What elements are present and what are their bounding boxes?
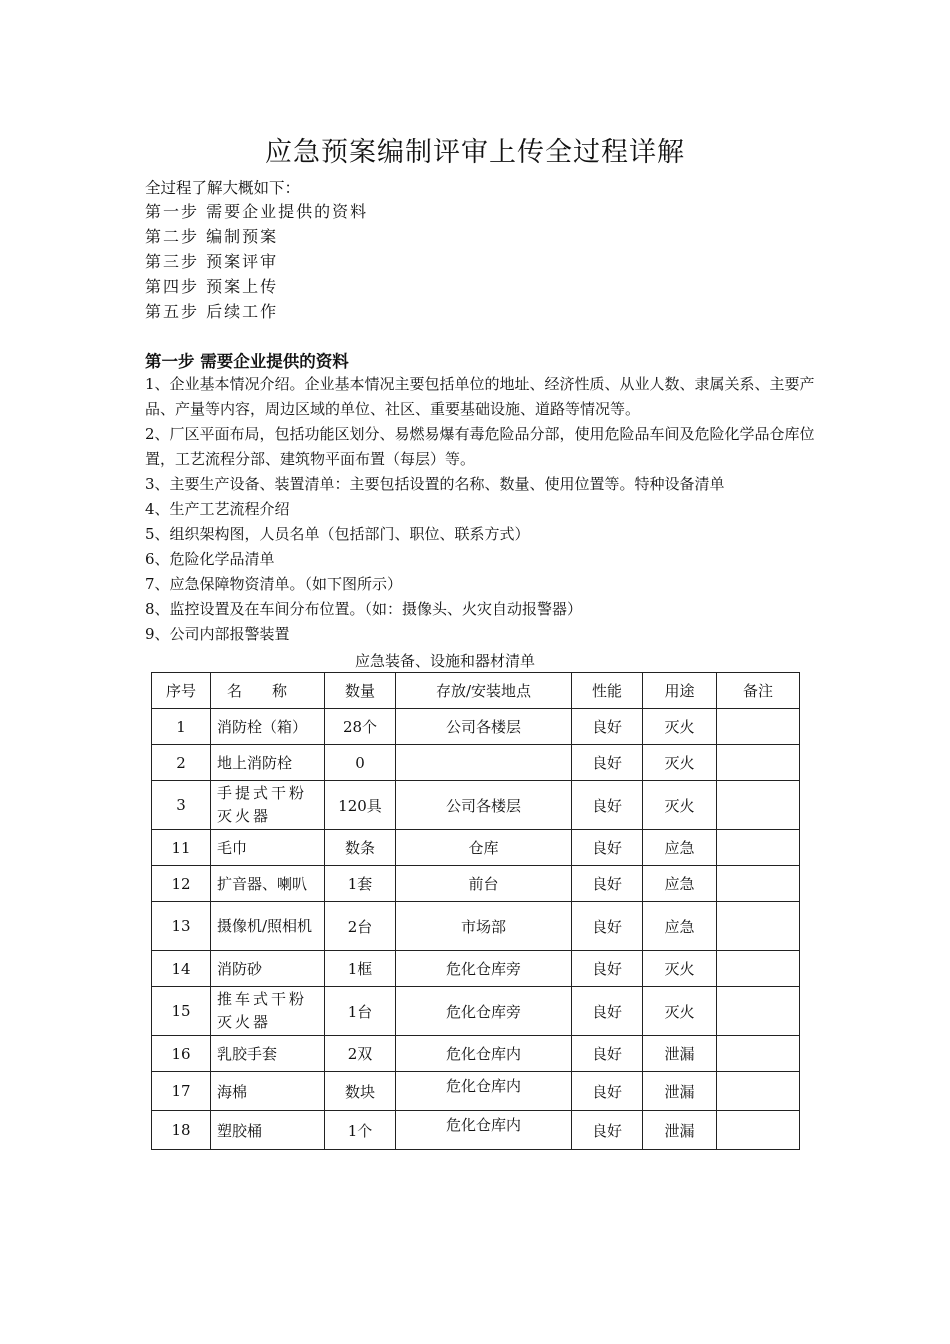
cell: 良好 xyxy=(572,830,643,866)
cell xyxy=(717,1072,800,1111)
cell: 应急 xyxy=(643,830,717,866)
cell: 良好 xyxy=(572,781,643,830)
cell xyxy=(717,902,800,951)
cell: 良好 xyxy=(572,1036,643,1072)
cell: 数条 xyxy=(325,830,396,866)
cell: 11 xyxy=(152,830,211,866)
cell: 良好 xyxy=(572,866,643,902)
cell: 1个 xyxy=(325,1111,396,1150)
step-item: 第四步 预案上传 xyxy=(145,277,279,296)
cell xyxy=(717,1036,800,1072)
requirement-item: 5、组织架构图，人员名单（包括部门、职位、联系方式） xyxy=(145,525,530,543)
cell: 应急 xyxy=(643,902,717,951)
header-cell: 备注 xyxy=(717,673,800,709)
header-cell: 性能 xyxy=(572,673,643,709)
table-row xyxy=(152,902,800,951)
cell: 16 xyxy=(152,1036,211,1072)
cell: 良好 xyxy=(572,1072,643,1111)
cell: 18 xyxy=(152,1111,211,1150)
cell: 灭火 xyxy=(643,781,717,830)
requirement-item: 1、企业基本情况介绍。企业基本情况主要包括单位的地址、经济性质、从业人数、隶属关系、主要产品、产量等内容，周边区域的单位、社区、重要基础设施、道路等情况等。 xyxy=(145,375,815,418)
header-cell: 用途 xyxy=(643,673,717,709)
cell: 1台 xyxy=(325,987,396,1036)
cell: 2双 xyxy=(325,1036,396,1072)
cell: 公司各楼层 xyxy=(396,709,572,745)
cell: 地上消防栓 xyxy=(211,745,325,781)
table-row xyxy=(152,1111,800,1150)
cell: 灭火 xyxy=(643,709,717,745)
cell: 灭火 xyxy=(643,745,717,781)
cell: 2 xyxy=(152,745,211,781)
cell: 公司各楼层 xyxy=(396,781,572,830)
cell xyxy=(717,987,800,1036)
cell: 推车式干粉灭火器 xyxy=(211,987,325,1036)
cell: 良好 xyxy=(572,709,643,745)
equipment-table xyxy=(151,672,800,1150)
cell: 1框 xyxy=(325,951,396,987)
table-header-row xyxy=(152,673,800,709)
requirement-item: 7、应急保障物资清单。（如下图所示） xyxy=(145,575,403,593)
cell: 良好 xyxy=(572,951,643,987)
requirement-item: 8、监控设置及在车间分布位置。（如：摄像头、火灾自动报警器） xyxy=(145,600,583,618)
cell: 毛巾 xyxy=(211,830,325,866)
table-row xyxy=(152,866,800,902)
header-cell: 存放/安装地点 xyxy=(396,673,572,709)
cell: 2台 xyxy=(325,902,396,951)
table-caption: 应急装备、设施和器材清单 xyxy=(354,652,535,670)
cell: 泄漏 xyxy=(643,1111,717,1150)
cell: 消防砂 xyxy=(211,951,325,987)
requirement-item: 6、危险化学品清单 xyxy=(145,550,275,568)
cell: 危化仓库内 xyxy=(396,1072,572,1111)
header-cell: 名 称 xyxy=(211,673,325,709)
cell xyxy=(717,830,800,866)
cell: 市场部 xyxy=(396,902,572,951)
section-heading: 第一步 需要企业提供的资料 xyxy=(145,352,349,371)
cell: 泄漏 xyxy=(643,1036,717,1072)
cell xyxy=(717,1111,800,1150)
step-item: 第一步 需要企业提供的资料 xyxy=(145,202,369,221)
cell: 3 xyxy=(152,781,211,830)
cell: 15 xyxy=(152,987,211,1036)
cell: 1套 xyxy=(325,866,396,902)
step-item: 第三步 预案评审 xyxy=(145,252,279,271)
cell xyxy=(717,866,800,902)
cell xyxy=(717,781,800,830)
cell: 危化仓库旁 xyxy=(396,951,572,987)
steps-list xyxy=(145,199,368,324)
cell: 良好 xyxy=(572,1111,643,1150)
cell: 危化仓库内 xyxy=(396,1111,572,1150)
header-cell: 序号 xyxy=(152,673,211,709)
table-row xyxy=(152,709,800,745)
requirement-item: 4、生产工艺流程介绍 xyxy=(145,500,290,518)
cell xyxy=(717,709,800,745)
cell: 泄漏 xyxy=(643,1072,717,1111)
requirement-item: 9、公司内部报警装置 xyxy=(145,625,290,643)
step-item: 第五步 后续工作 xyxy=(145,302,279,321)
cell: 14 xyxy=(152,951,211,987)
cell: 灭火 xyxy=(643,987,717,1036)
cell xyxy=(396,745,572,781)
cell: 危化仓库内 xyxy=(396,1036,572,1072)
cell: 120具 xyxy=(325,781,396,830)
cell: 28个 xyxy=(325,709,396,745)
cell: 良好 xyxy=(572,745,643,781)
cell: 消防栓（箱） xyxy=(211,709,325,745)
intro-text: 全过程了解大概如下： xyxy=(145,179,301,197)
table-row xyxy=(152,830,800,866)
cell: 良好 xyxy=(572,902,643,951)
cell: 仓库 xyxy=(396,830,572,866)
cell: 乳胶手套 xyxy=(211,1036,325,1072)
cell: 灭火 xyxy=(643,951,717,987)
cell: 前台 xyxy=(396,866,572,902)
requirement-item: 2、厂区平面布局，包括功能区划分、易燃易爆有毒危险品分部，使用危险品车间及危险化学品仓库位置，工艺流程分部、建筑物平面布置（每层）等。 xyxy=(145,425,815,468)
cell: 0 xyxy=(325,745,396,781)
cell: 数块 xyxy=(325,1072,396,1111)
step-item: 第二步 编制预案 xyxy=(145,227,279,246)
cell: 摄像机/照相机 xyxy=(211,902,325,951)
table-row xyxy=(152,987,800,1036)
cell: 手提式干粉灭火器 xyxy=(211,781,325,830)
cell: 1 xyxy=(152,709,211,745)
cell xyxy=(717,951,800,987)
table-row xyxy=(152,951,800,987)
cell: 扩音器、喇叭 xyxy=(211,866,325,902)
cell: 良好 xyxy=(572,987,643,1036)
table-row xyxy=(152,781,800,830)
requirement-list xyxy=(145,372,815,647)
document-title: 应急预案编制评审上传全过程详解 xyxy=(265,137,685,168)
cell: 海棉 xyxy=(211,1072,325,1111)
cell: 13 xyxy=(152,902,211,951)
cell: 应急 xyxy=(643,866,717,902)
cell: 12 xyxy=(152,866,211,902)
cell: 塑胶桶 xyxy=(211,1111,325,1150)
table-row xyxy=(152,1072,800,1111)
table-row xyxy=(152,745,800,781)
requirement-item: 3、主要生产设备、装置清单：主要包括设置的名称、数量、使用位置等。特种设备清单 xyxy=(145,475,725,493)
cell: 危化仓库旁 xyxy=(396,987,572,1036)
cell xyxy=(717,745,800,781)
header-cell: 数量 xyxy=(325,673,396,709)
cell: 17 xyxy=(152,1072,211,1111)
table-row xyxy=(152,1036,800,1072)
